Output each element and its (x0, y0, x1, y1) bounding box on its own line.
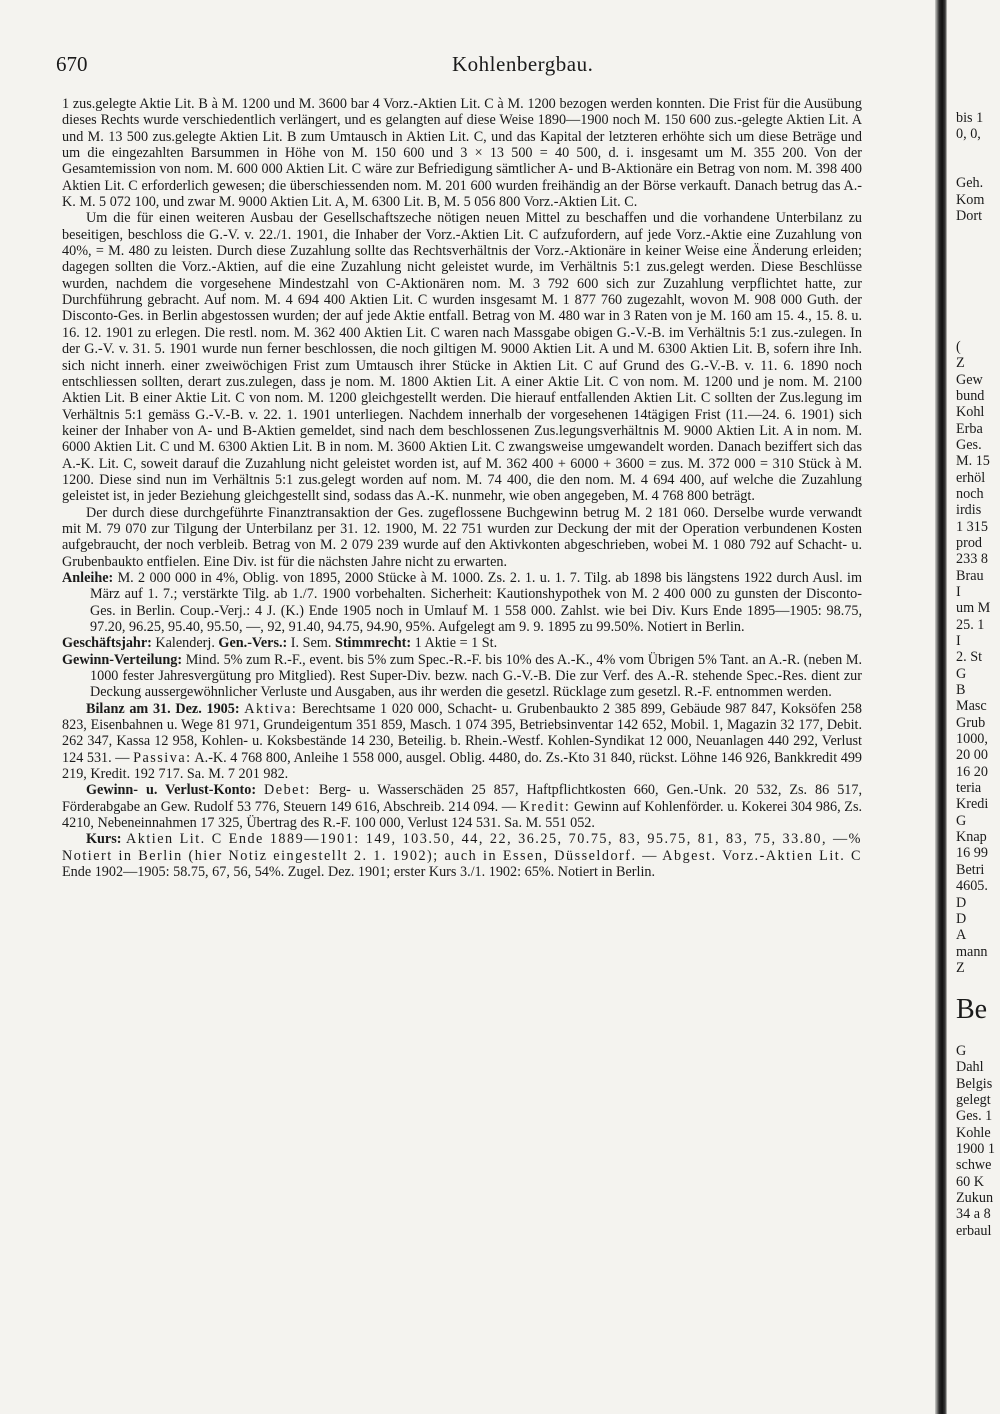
margin-fragment: Knap (956, 829, 987, 846)
page-header (52, 52, 852, 82)
margin-fragment: erhöl (956, 469, 986, 486)
margin-fragment: 2. St (956, 649, 983, 666)
anleihe-label: Anleihe: (62, 569, 114, 586)
kurs-text-b: Ende 1902—1905: 58.75, 67, 56, 54%. Zugel. Dez. 1901; erster Kurs 3./1. 1902: 65%. Notiert in Berlin. (62, 864, 656, 881)
margin-fragment: Be (956, 993, 988, 1025)
margin-fragment: Kohl (956, 404, 985, 421)
margin-fragment: Kom (956, 191, 985, 208)
margin-fragment (956, 143, 1000, 159)
stimmrecht-label: Stimmrecht: (334, 635, 412, 652)
margin-fragment (956, 1027, 1000, 1043)
entry-guv (62, 782, 862, 831)
margin-fragment: Erba (956, 420, 983, 437)
margin-fragment: Masc (956, 698, 987, 715)
margin-fragment: um M (956, 600, 991, 617)
entry-geschaeftsjahr (62, 635, 862, 651)
entry-gewinn-verteilung (62, 652, 862, 701)
page-gutter (935, 0, 947, 1414)
margin-fragment: noch (956, 485, 984, 502)
margin-fragment: M. 15 (956, 453, 990, 470)
margin-fragment: Brau (956, 567, 984, 584)
passiva-text: A.-K. 4 768 800, Anleihe 1 558 000, ausgel. Oblig. 4480, do. Zs.-Kto 31 840, rückst. Löhne 146 926, Bankkredit 499 219, Kredit. 192 717. Sa. M. 7 201 982. (62, 749, 863, 783)
entry-bilanz (62, 701, 862, 783)
margin-fragment: 233 8 (956, 551, 988, 568)
margin-fragment: 4605. (956, 878, 988, 895)
page-number: 670 (56, 52, 88, 76)
margin-fragment (956, 290, 1000, 306)
margin-fragment: Betri (956, 861, 985, 878)
margin-fragment: D (956, 894, 967, 911)
margin-fragment: erbaul (956, 1222, 992, 1239)
stimmrecht-text: 1 Aktie = 1 St. (414, 635, 498, 652)
margin-fragment: G (956, 665, 967, 682)
kurs-label: Kurs: (86, 831, 122, 848)
kredit-label: Kredit: (519, 798, 571, 815)
guv-label: Gewinn- u. Verlust-Konto: (86, 782, 257, 799)
margin-fragment: A (956, 927, 967, 944)
margin-fragment: 0, 0, (956, 126, 981, 143)
margin-fragment: Kohle (956, 1124, 991, 1141)
margin-fragment: G (956, 812, 967, 829)
gen-vers-label: Gen.-Vers.: (218, 635, 288, 652)
margin-fragment: 1 315 (956, 518, 988, 535)
margin-fragment: bund (956, 387, 985, 404)
margin-fragment (956, 273, 1000, 289)
margin-fragment: Grub (956, 714, 986, 731)
margin-fragment (956, 159, 1000, 175)
gen-vers-text: I. Sem. (290, 635, 332, 652)
aktiva-label: Aktiva: (244, 700, 298, 717)
margin-fragment: 16 20 (956, 763, 988, 780)
margin-fragment: mann (956, 943, 988, 960)
margin-fragment: 60 K (956, 1173, 984, 1190)
margin-fragment: teria (956, 780, 982, 797)
margin-fragment (956, 224, 1000, 240)
margin-fragment: Belgis (956, 1075, 993, 1092)
margin-fragment: Dahl (956, 1059, 984, 1076)
running-title: Kohlenbergbau. (452, 52, 594, 76)
margin-fragment: 34 a 8 (956, 1206, 991, 1223)
debet-text: Berg- u. Wasserschäden 25 857, Haftpflichtkosten 660, Gen.-Unk. 20 532, Zs. 86 517, Förderabgabe an Gew. Rudolf 53 776, Steuern 149 616, Abschreib. 214 094. — (62, 782, 863, 815)
margin-fragment: I (956, 633, 961, 649)
margin-fragment: Ges. (956, 436, 982, 453)
margin-fragment: Z (956, 959, 965, 976)
margin-fragment: G (956, 1042, 967, 1059)
margin-fragment: Z (956, 355, 965, 372)
margin-fragment: schwe (956, 1157, 992, 1174)
kurs-text-a: Aktien Lit. C Ende 1889—1901: 149, 103.50, 44, 22, 36.25, 70.75, 83, 95.75, 81, 83, 75, 33.80, —% Notiert in Berlin (hier Notiz eingestellt 2. 1. 1902); auch in Essen, Düsseldorf. — (62, 831, 862, 864)
entry-anleihe (62, 570, 862, 635)
margin-fragment: gelegt (956, 1091, 991, 1108)
adjacent-page-fragments (956, 110, 1000, 1410)
margin-fragment: 20 00 (956, 747, 988, 764)
margin-fragment (956, 976, 1000, 992)
margin-fragment (956, 257, 1000, 273)
margin-fragment: Zukun (956, 1190, 994, 1206)
margin-fragment: Geh. (956, 175, 984, 192)
geschaeftsjahr-text: Kalenderj. (155, 635, 215, 652)
gewinn-text: Mind. 5% zum R.-F., event. bis 5% zum Spec.-R.-F. bis 10% des A.-K., 4% vom Übrigen 5% Tant. an A.-R. (neben M. 1000 fester Jahresvergütung pro Mitglied). Rest Super-Div. bezw. nach G.-V.-B. Die zur Verf. des A.-R. stehende Spec.-Res. dient zur Deckung aussergewöhnlicher Verluste und Ausgaben, aus ihr werden die gesetzl. Rücklage zum gesetzl. R.-F. entnommen werden. (90, 651, 862, 701)
margin-fragment: Kredi (956, 796, 989, 813)
margin-fragment (956, 241, 1000, 257)
paragraph-book-profit: Der durch diese durchgeführte Finanztransaktion der Ges. zugeflossene Buchgewinn betrug M. 2 181 060. Derselbe wurde verwandt mit M. 79 070 zur Tilgung der Unterbilanz per 31. 12. 1900, M. 22 751 wurden zur Deckung der mit der Operation verbundenen Kosten aufgebraucht, der noch verbleib. Betrag von M. 2 079 239 wurde auf den Aktivkonten abgeschrieben, wobei M. 1 080 792 auf Schacht- u. Grubenbaukto entfielen. Eine Div. ist für die nächsten Jahre nicht zu erwarten. (62, 504, 862, 570)
margin-fragment: B (956, 682, 966, 699)
entry-kurs (62, 831, 862, 880)
margin-fragment: Gew (956, 371, 983, 388)
geschaeftsjahr-label: Geschäftsjahr: (62, 635, 152, 652)
kredit-text: Gewinn auf Kohlenförder. u. Kokerei 304 986, Zs. 4210, Nebeneinnahmen 17 325, Übertrag des R.-F. 100 000, Verlust 124 531. Sa. M. 551 052. (62, 798, 863, 832)
margin-fragment: ( (956, 338, 961, 355)
debet-label: Debet: (264, 782, 311, 799)
margin-fragment: bis 1 (956, 110, 984, 126)
margin-fragment (956, 322, 1000, 338)
passiva-label: Passiva: (133, 749, 192, 766)
main-column (62, 96, 862, 881)
margin-fragment: I (956, 583, 961, 600)
paragraph-reorganisation: Um die für einen weiteren Ausbau der Gesellschaftszeche nötigen neuen Mittel zu beschaffen und die vorhandene Unterbilanz zu beseitigen, beschloss die G.-V. v. 22./1. 1901, die Inhaber der Vorz.-Aktien Lit. C aufzufordern, auf jede Vorz.-Aktie eine Zuzahlung von 40%, = M. 480 zu leisten. Durch diese Zuzahlung sollte das Rechtsverhältnis der Vorz.-Aktionäre in keiner Weise eine Änderung erleiden; dagegen sollten die Vorz.-Aktien, auf die eine Zuzahlung nicht geleistet wurde, im Verhältnis 5:1 zus.gelegt werden. Diese Beschlüsse wurden, nachdem die vorgesehene Mindestzahl von C-Aktionären nom. M. 3 792 600 sich zur Zuzahlung verpflichtet hatte, zur Durchführung gebracht. Auf nom. M. 4 694 400 Aktien Lit. C wurden insgesamt M. 1 877 760 zugezahlt, wovon M. 908 000 Guth. der Disconto-Ges. in Berlin abgestossen wurden; der auf jede Aktie entfall. Betrag von M. 480 war in 3 Raten von je M. 160 am 15. 4., 15. 8. u. 16. 12. 1901 zu erlegen. Die restl. nom. M. 362 400 Aktien Lit. C waren nach Massgabe obigen G.-V.-B. im Verhältnis 5:1 zus.-zulegen. In der G.-V. v. 31. 5. 1901 wurde nun ferner beschlossen, die noch giltigen M. 9000 Aktien Lit. A und M. 6300 Aktien Lit. B, sofern ihre Inh. sich nicht innerh. einer zweiwöchigen Frist zum Umtausch ihrer Stücke in Aktien Lit. C auf Grund des G.-V.-B. v. 11. 6. 1890 noch entschliessen sollten, derart zus.zulegen, dass je nom. M. 1800 Aktien Lit. A einer Aktie Lit. C von nom. M. 1200 und je nom. M. 2100 Aktien Lit. B einer Aktie Lit. C von nom. M. 1200 gleichgestellt werden. Die hierauf entfallenden Aktien Lit. C sollten der Zus.legung im Verhältnis 5:1 gemäss G.-V.-B. v. 22. 1. 1901 unterliegen. Nachdem innerhalb der vorgesehenen 14tägigen Frist (11.—24. 6. 1901) sich keiner der Inhaber von A- und B-Aktien gemeldet, sind nach dem beschlossenen Zus.legungsverhältnis M. 9000 Aktien Lit. A in nom. M. 6000 Aktien Lit. C und M. 6300 Aktien Lit. B in nom. M. 3600 Aktien Lit. C zwangsweise umgewandelt worden. Danach beziffert sich das A.-K. Lit. C, soweit darauf die Zuzahlung nicht geleistet worden ist, auf M. 362 400 + 6000 + 3600 = zus. M. 372 000 = 310 Stück à M. 1200. Diese sind nun im Verhältnis 5:1 zus.gelegt worden auf nom. M. 74 400, die den nom. M. 4 694 400, auf welche die Zuzahlung geleistet ist, in jeder Beziehung gleichgestellt sind, sodass das A.-K. nunmehr, wie oben angegeben, M. 4 768 800 beträgt. (62, 210, 862, 505)
margin-fragment: 16 99 (956, 845, 988, 862)
margin-fragment: 25. 1 (956, 616, 985, 633)
margin-fragment: irdis (956, 502, 982, 519)
anleihe-text: M. 2 000 000 in 4%, Oblig. von 1895, 2000 Stücke à M. 1000. Zs. 2. 1. u. 1. 7. Tilg. ab 1898 bis längstens 1922 durch Ausl. im März auf 1. 7.; verstärkte Tilg. ab 1./7. 1900 vorbehalten. Sicherheit: Kautionshypothek von M. 2 400 000 zu gunsten der Disconto-Ges. in Berlin. Coup.-Verj.: 4 J. (K.) Ende 1905 noch in Umlauf M. 1 558 000. Zahlst. wie bei Div. Kurs Ende 1895—1905: 98.75, 97.20, 96.25, 95.40, 95.50, —, 92, 91.40, 94.75, 94.90, 95%. Aufgelegt am 9. 9. 1895 zu 99.50%. Notiert in Berlin. (90, 569, 863, 635)
bilanz-label: Bilanz am 31. Dez. 1905: (86, 700, 240, 717)
paragraph-capital-history: 1 zus.gelegte Aktie Lit. B à M. 1200 und M. 3600 bar 4 Vorz.-Aktien Lit. C à M. 1200 bezogen werden konnten. Die Frist für die Ausübung dieses Rechts wurde verschiedentlich verlängert, und es gelangten auf diese Weise 1890—1900 noch M. 150 600 zus.-gelegte Aktien Lit. A und M. 13 500 zus.gelegte Aktien Lit. B zum Umtausch in Aktien Lit. C, und das Kapital der letzteren erhöhte sich um diese Beträge und um die eingezahlten Barsummen in Höhe von M. 150 600 und 3 × 13 500 = 40 500, d. i. insgesamt um M. 355 200. Von der Gesamtemission von nom. M. 600 000 Aktien Lit. C wäre zur Befriedigung sämtlicher A- und B-Aktionäre ein Betrag von nom. M. 398 400 Aktien Lit. C erforderlich gewesen; die überschiessenden nom. M. 201 600 wurden freihändig an der Börse verkauft. Danach betrug das A.-K. M. 5 072 100, und zwar M. 9000 Aktien Lit. A, M. 6300 Lit. B, M. 5 056 800 Vorz.-Aktien Lit. C. (62, 96, 862, 211)
margin-fragment: 1900 1 (956, 1140, 996, 1157)
abgest-label: Abgest. Vorz.-Aktien Lit. C (662, 847, 862, 864)
aktiva-text: Berechtsame 1 020 000, Schacht- u. Grubenbaukto 2 385 899, Gebäude 987 847, Koksöfen 258 823, Eisenbahnen u. Wege 81 971, Grundeigentum 351 859, Masch. 1 074 395, Betriebsinventar 142 652, Mobil. 1, Magazin 32 177, Debit. 262 347, Kassa 12 958, Kohlen- u. Koksbestände 14 230, Beteilig. b. Rhein.-Westf. Kohlen-Syndikat 12 000, Neuanlagen 440 292, Verlust 124 531. — (62, 700, 863, 766)
margin-fragment: Dort (956, 208, 983, 225)
gewinn-label: Gewinn-Verteilung: (62, 651, 183, 668)
margin-fragment: 1000, (956, 731, 988, 748)
margin-fragment: prod (956, 534, 983, 551)
margin-fragment (956, 306, 1000, 322)
margin-fragment: Ges. 1 (956, 1108, 993, 1125)
margin-fragment: D (956, 910, 967, 927)
